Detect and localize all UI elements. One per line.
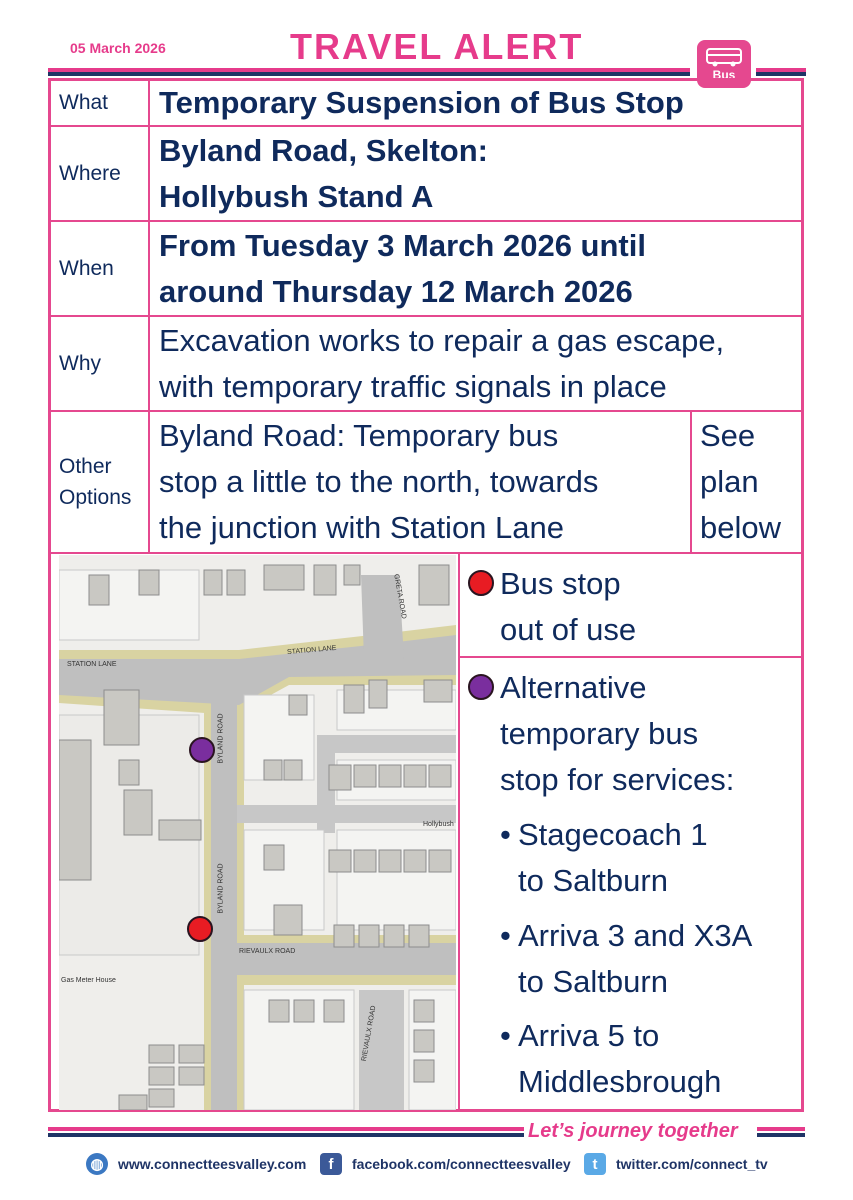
- see-plan-line-2: plan: [700, 464, 759, 499]
- map-label-rievaulx-road: RIEVAULX ROAD: [239, 948, 296, 955]
- twitter-text: twitter.com/connect_tv: [616, 1156, 768, 1172]
- header-rule-navy-right: [756, 72, 806, 76]
- service-3-line-2: Middlesbrough: [518, 1064, 722, 1099]
- legend-closed-stop-line-2: out of use: [500, 612, 637, 647]
- legend-temporary-stop-dot: [468, 674, 494, 700]
- why-line-2: with temporary traffic signals in place: [159, 368, 667, 404]
- twitter-icon: t: [584, 1153, 606, 1175]
- street-map: [59, 555, 456, 1110]
- map-label-gas-meter-house: Gas Meter House: [61, 977, 116, 984]
- see-plan-line-3: below: [700, 510, 781, 545]
- map-label-station-lane-left: STATION LANE: [67, 661, 117, 668]
- other-line-1: Byland Road: Temporary bus: [159, 418, 559, 453]
- legend-alternative-line-2: temporary bus: [500, 716, 699, 751]
- service-2-line-1: Arriva 3 and X3A: [518, 918, 753, 953]
- why-line-1: Excavation works to repair a gas escape,: [159, 322, 725, 358]
- header-rule-navy: [48, 72, 690, 76]
- row-label: When: [50, 222, 150, 315]
- legend-divider-horizontal: [458, 656, 802, 658]
- row-why: [50, 317, 802, 412]
- other-label-line-2: Options: [59, 486, 132, 509]
- row-where: [50, 127, 802, 222]
- row-label: [50, 412, 150, 552]
- row-value: [159, 81, 802, 125]
- where-line-1: Byland Road, Skelton:: [159, 132, 488, 168]
- row-value: [159, 127, 802, 220]
- map-temporary-stop-marker: [190, 738, 214, 762]
- service-1-line-2: to Saltburn: [518, 863, 668, 898]
- legend-alternative-line-1: Alternative: [500, 670, 647, 705]
- other-label-line-1: Other: [59, 455, 112, 478]
- see-plan-line-1: See: [700, 418, 756, 453]
- globe-icon: ◍: [86, 1153, 108, 1175]
- when-line-1: From Tuesday 3 March 2026 until: [159, 227, 646, 263]
- legend-closed-stop-dot: [468, 570, 494, 596]
- row-value: [159, 317, 802, 410]
- facebook-text: facebook.com/connectteesvalley: [352, 1156, 571, 1172]
- service-3-line-1: Arriva 5 to: [518, 1018, 660, 1053]
- row-value: [159, 222, 802, 315]
- service-bullet: •: [500, 1018, 511, 1053]
- other-line-3: the junction with Station Lane: [159, 510, 564, 545]
- row-when: [50, 222, 802, 317]
- map-label-byland-road-upper: BYLAND ROAD: [217, 713, 225, 764]
- row-label: Where: [50, 127, 150, 220]
- row-other-options: [50, 412, 802, 554]
- legend-closed-stop-line-1: Bus stop: [500, 566, 621, 601]
- footer-rule-pink-right: [757, 1127, 805, 1131]
- map-label-greta-road: GRETA ROAD: [392, 573, 408, 620]
- map-label-station-lane-right: STATION LANE: [286, 644, 337, 657]
- tagline: Let’s journey together: [528, 1120, 738, 1142]
- map-label-hollybush: Hollybush: [423, 821, 454, 828]
- bus-badge-label: Bus: [712, 68, 736, 82]
- website-link[interactable]: [86, 1152, 306, 1176]
- legend-divider-vertical: [458, 553, 460, 1109]
- footer-rule-navy: [48, 1133, 524, 1137]
- website-text: www.connectteesvalley.com: [118, 1156, 307, 1172]
- map-label-byland-road-lower: BYLAND ROAD: [217, 863, 225, 914]
- row-label: Why: [50, 317, 150, 410]
- row-what: [50, 81, 802, 127]
- where-line-2: Hollybush Stand A: [159, 178, 434, 214]
- footer-rule-pink: [48, 1127, 524, 1131]
- twitter-link[interactable]: [584, 1152, 768, 1176]
- service-1-line-1: Stagecoach 1: [518, 817, 708, 852]
- see-plan-cell: [690, 412, 802, 552]
- map-closed-stop-marker: [188, 917, 212, 941]
- row-label: What: [50, 81, 150, 125]
- what-value: Temporary Suspension of Bus Stop: [159, 85, 684, 120]
- service-bullet: •: [500, 817, 511, 852]
- street-map-drawing: [59, 555, 456, 1110]
- other-line-2: stop a little to the north, towards: [159, 464, 599, 499]
- footer-rule-navy-right: [757, 1133, 805, 1137]
- row-value: [159, 412, 688, 552]
- legend-alternative-line-3: stop for services:: [500, 762, 735, 797]
- alert-date: 05 March 2026: [70, 40, 166, 56]
- service-bullet: •: [500, 918, 511, 953]
- bus-icon: [705, 46, 743, 68]
- map-label-rievaulx-road-lower: RIEVAULX ROAD: [360, 1005, 378, 1062]
- service-2-line-2: to Saltburn: [518, 964, 668, 999]
- facebook-icon: f: [320, 1153, 342, 1175]
- page-title: TRAVEL ALERT: [290, 26, 584, 67]
- when-line-2: around Thursday 12 March 2026: [159, 273, 633, 309]
- facebook-link[interactable]: [320, 1152, 571, 1176]
